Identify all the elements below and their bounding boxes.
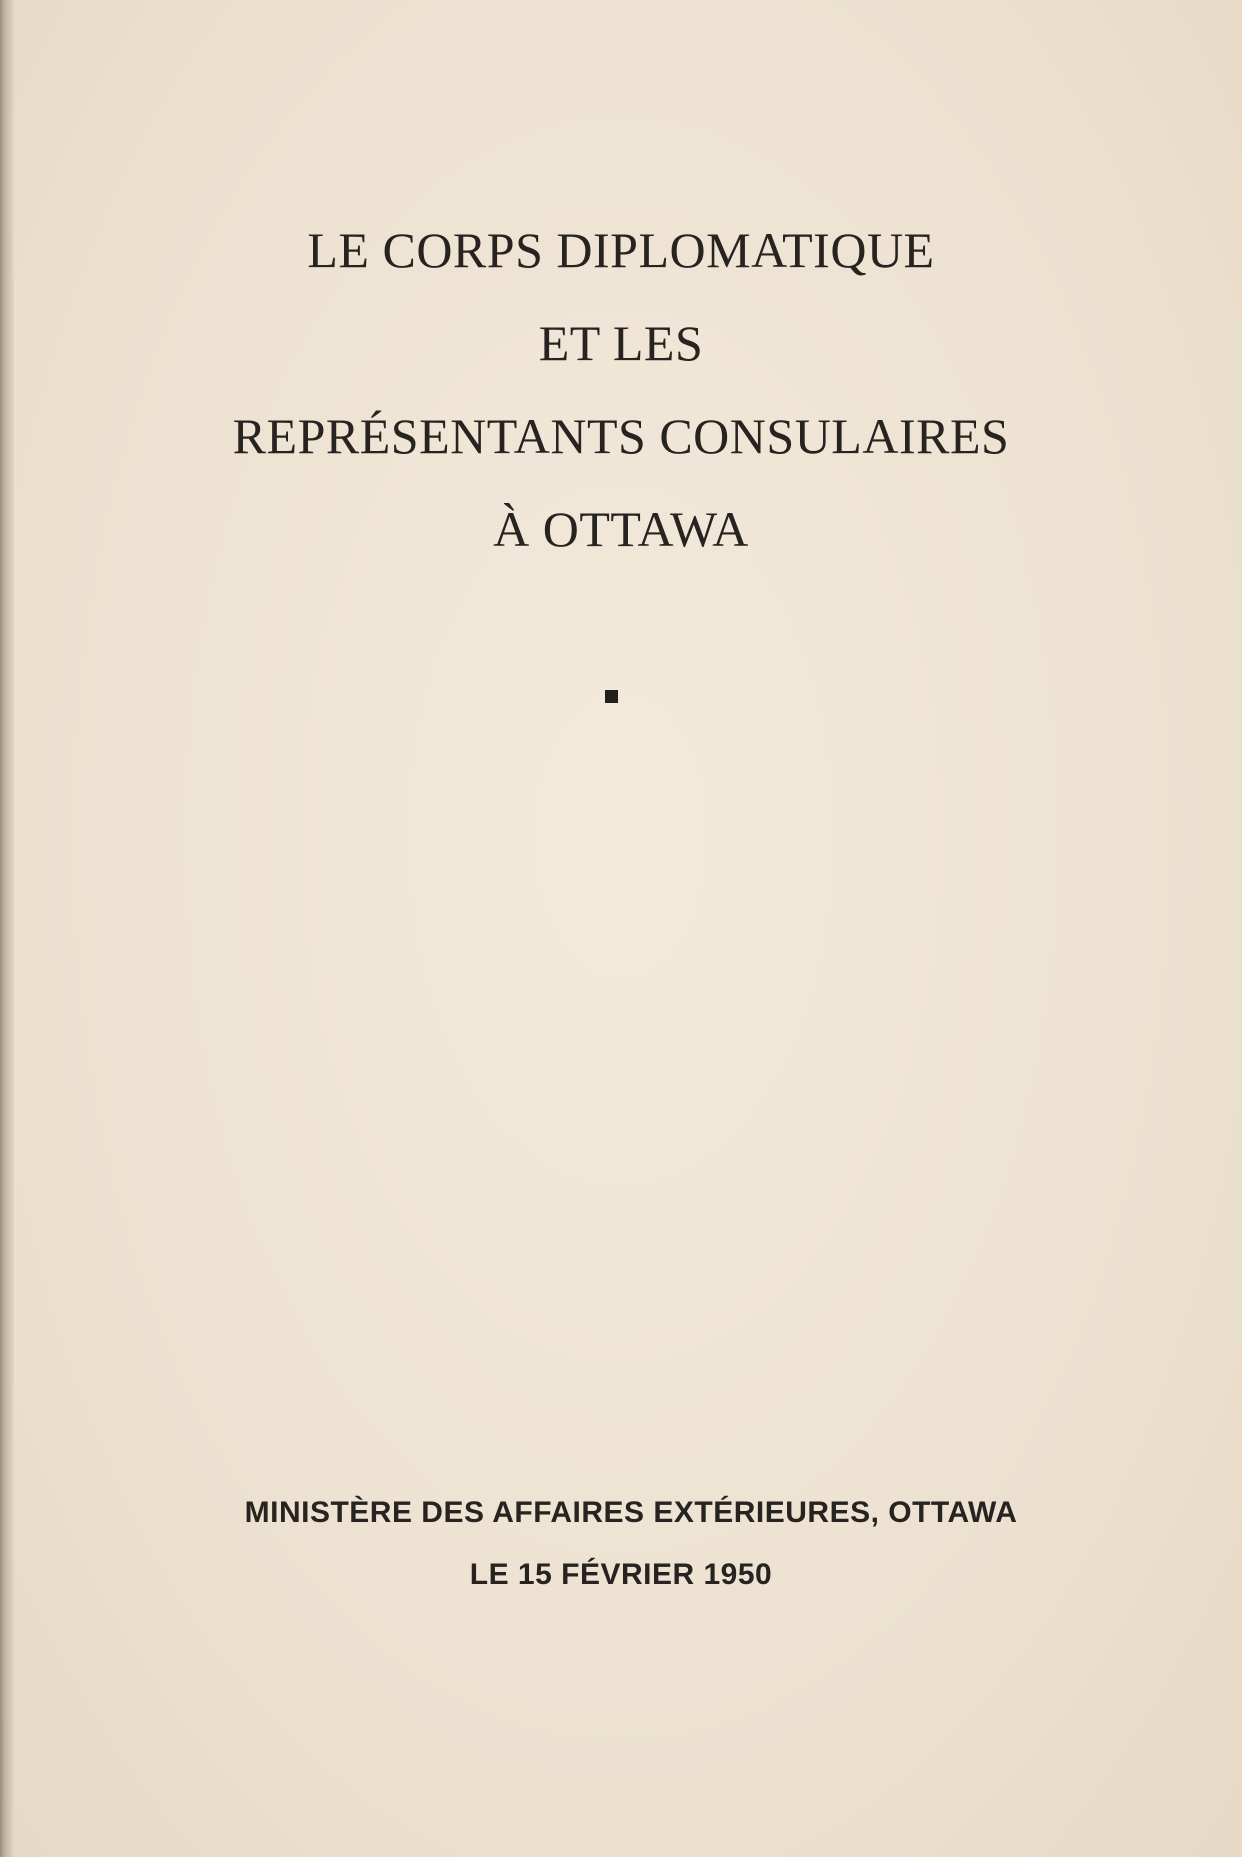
ministry-line: MINISTÈRE DES AFFAIRES EXTÉRIEURES, OTTAWA — [244, 1496, 1018, 1529]
title-line-4: À OTTAWA — [493, 501, 749, 557]
square-bullet-icon — [605, 690, 618, 703]
title-block — [0, 222, 1242, 597]
date-line: LE 15 FÉVRIER 1950 — [469, 1558, 773, 1591]
footer-block — [0, 1495, 1242, 1619]
title-line-2: ET LES — [538, 315, 704, 371]
title-line-3: REPRÉSENTANTS CONSULAIRES — [232, 408, 1010, 464]
title-line-1: LE CORPS DIPLOMATIQUE — [307, 222, 935, 278]
